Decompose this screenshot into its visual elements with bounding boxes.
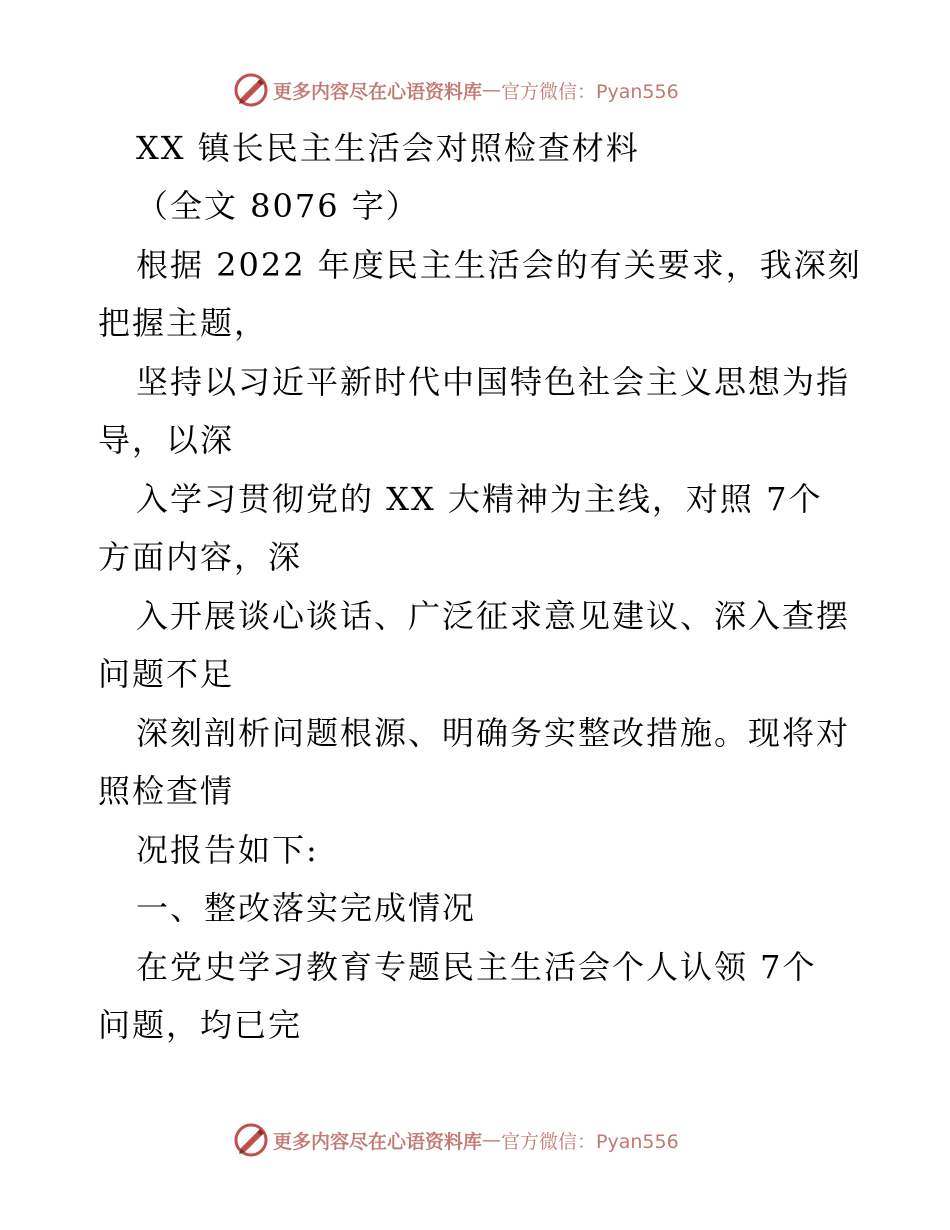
paragraph-line: 根据 2022 年度民主生活会的有关要求，我深刻 [136,246,862,284]
paragraph-line: 方面内容，深 [98,538,303,576]
watermark-dash: — [482,79,502,101]
paragraph-line: 入开展谈心谈话、广泛征求意见建议、深入查摆 [136,597,851,635]
document-title: XX 镇长民主生活会对照检查材料 [136,129,640,167]
watermark-text: 更多内容尽在心语资料库 [273,80,483,103]
paragraph-line: 问题不足 [98,655,235,693]
paragraph-line: 坚持以习近平新时代中国特色社会主义思想为指 [136,363,851,401]
watermark-dash: — [482,1129,502,1151]
word-count: （全文 8076 字） [136,187,420,225]
paragraph-line: 把握主题， [98,304,269,342]
header-watermark [233,72,679,108]
paragraph-line: 照检查情 [98,772,235,810]
watermark-wechat: 官方微信：Pyan556 [501,80,679,103]
paragraph-line: 导，以深 [98,421,235,459]
pen-logo-icon [233,1122,269,1158]
paragraph-line: 入学习贯彻党的 XX 大精神为主线，对照 7个 [136,480,823,518]
section-heading: 一、整改落实完成情况 [136,889,477,927]
footer-watermark [233,1122,679,1158]
paragraph-line: 况报告如下: [136,831,319,869]
watermark-text: 更多内容尽在心语资料库 [273,1130,483,1153]
paragraph-line: 深刻剖析问题根源、明确务实整改措施。现将对 [136,714,851,752]
watermark-wechat: 官方微信：Pyan556 [501,1130,679,1153]
paragraph-line: 在党史学习教育专题民主生活会个人认领 7个 [136,948,817,986]
pen-logo-icon [233,72,269,108]
paragraph-line: 问题，均已完 [98,1006,303,1044]
